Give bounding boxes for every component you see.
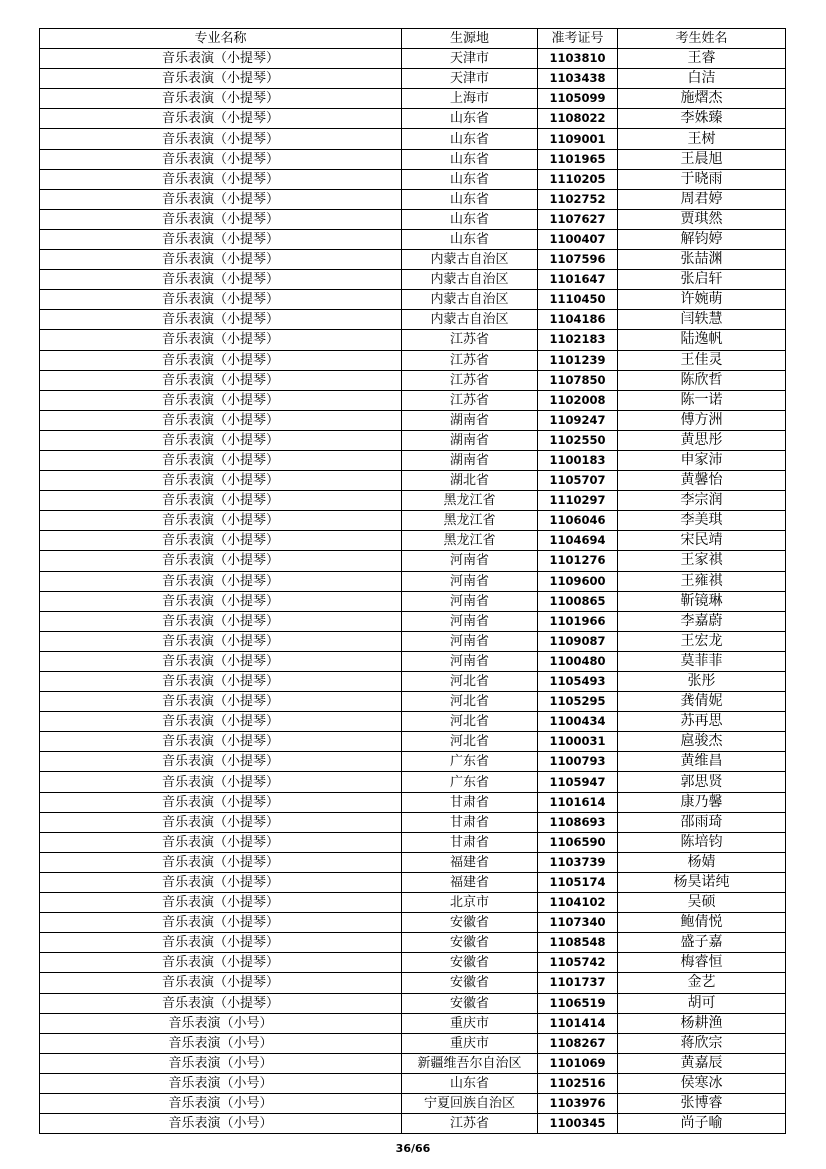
cell-origin: 内蒙古自治区 <box>402 290 538 310</box>
cell-origin: 内蒙古自治区 <box>402 310 538 330</box>
cell-name: 于晓雨 <box>618 169 786 189</box>
table-row <box>40 169 786 189</box>
cell-major: 音乐表演（小提琴） <box>40 872 402 892</box>
cell-name: 扈骏杰 <box>618 732 786 752</box>
table-row <box>40 712 786 732</box>
cell-name: 康乃馨 <box>618 792 786 812</box>
cell-major: 音乐表演（小提琴） <box>40 189 402 209</box>
cell-major: 音乐表演（小提琴） <box>40 893 402 913</box>
cell-origin: 湖北省 <box>402 471 538 491</box>
cell-exam-id: 1104102 <box>538 893 618 913</box>
cell-exam-id: 1104186 <box>538 310 618 330</box>
table-row <box>40 430 786 450</box>
cell-major: 音乐表演（小提琴） <box>40 430 402 450</box>
table-row <box>40 410 786 430</box>
cell-name: 邵雨琦 <box>618 812 786 832</box>
cell-origin: 重庆市 <box>402 1013 538 1033</box>
cell-exam-id: 1103739 <box>538 852 618 872</box>
cell-major: 音乐表演（小提琴） <box>40 511 402 531</box>
cell-major: 音乐表演（小提琴） <box>40 49 402 69</box>
cell-major: 音乐表演（小号） <box>40 1114 402 1134</box>
header-major: 专业名称 <box>40 29 402 49</box>
cell-major: 音乐表演（小提琴） <box>40 109 402 129</box>
cell-name: 盛子嘉 <box>618 933 786 953</box>
cell-exam-id: 1107340 <box>538 913 618 933</box>
cell-major: 音乐表演（小提琴） <box>40 169 402 189</box>
cell-name: 金艺 <box>618 973 786 993</box>
cell-exam-id: 1108022 <box>538 109 618 129</box>
cell-major: 音乐表演（小号） <box>40 1033 402 1053</box>
cell-exam-id: 1102183 <box>538 330 618 350</box>
header-name: 考生姓名 <box>618 29 786 49</box>
cell-major: 音乐表演（小提琴） <box>40 390 402 410</box>
table-row <box>40 611 786 631</box>
cell-origin: 甘肃省 <box>402 792 538 812</box>
cell-exam-id: 1110450 <box>538 290 618 310</box>
table-row <box>40 1033 786 1053</box>
cell-origin: 山东省 <box>402 129 538 149</box>
cell-origin: 河南省 <box>402 591 538 611</box>
cell-name: 王雍祺 <box>618 571 786 591</box>
cell-origin: 湖南省 <box>402 430 538 450</box>
cell-name: 贾琪然 <box>618 209 786 229</box>
cell-exam-id: 1108548 <box>538 933 618 953</box>
cell-exam-id: 1101239 <box>538 350 618 370</box>
table-row <box>40 872 786 892</box>
cell-origin: 新疆维吾尔自治区 <box>402 1053 538 1073</box>
cell-name: 黄馨怡 <box>618 471 786 491</box>
cell-exam-id: 1103810 <box>538 49 618 69</box>
table-row <box>40 370 786 390</box>
cell-major: 音乐表演（小提琴） <box>40 290 402 310</box>
cell-name: 杨昊诺纯 <box>618 872 786 892</box>
table-row <box>40 672 786 692</box>
cell-name: 杨耕渔 <box>618 1013 786 1033</box>
cell-origin: 广东省 <box>402 752 538 772</box>
table-row <box>40 531 786 551</box>
cell-major: 音乐表演（小提琴） <box>40 631 402 651</box>
cell-exam-id: 1109001 <box>538 129 618 149</box>
cell-exam-id: 1101737 <box>538 973 618 993</box>
cell-name: 陆逸帆 <box>618 330 786 350</box>
table-row <box>40 129 786 149</box>
cell-name: 闫轶慧 <box>618 310 786 330</box>
table-row <box>40 993 786 1013</box>
table-row <box>40 350 786 370</box>
cell-exam-id: 1105099 <box>538 89 618 109</box>
cell-origin: 福建省 <box>402 852 538 872</box>
cell-major: 音乐表演（小提琴） <box>40 772 402 792</box>
cell-origin: 北京市 <box>402 893 538 913</box>
cell-name: 解钧婷 <box>618 229 786 249</box>
cell-name: 李宗润 <box>618 491 786 511</box>
cell-origin: 安徽省 <box>402 913 538 933</box>
table-body <box>40 49 786 1134</box>
table-row <box>40 189 786 209</box>
cell-origin: 山东省 <box>402 169 538 189</box>
cell-name: 李美琪 <box>618 511 786 531</box>
table-row <box>40 893 786 913</box>
cell-name: 尚子喻 <box>618 1114 786 1134</box>
cell-major: 音乐表演（小提琴） <box>40 973 402 993</box>
cell-exam-id: 1100183 <box>538 450 618 470</box>
cell-major: 音乐表演（小提琴） <box>40 69 402 89</box>
cell-origin: 安徽省 <box>402 973 538 993</box>
cell-major: 音乐表演（小提琴） <box>40 913 402 933</box>
cell-exam-id: 1105947 <box>538 772 618 792</box>
cell-name: 王宏龙 <box>618 631 786 651</box>
cell-name: 傅方洲 <box>618 410 786 430</box>
cell-origin: 湖南省 <box>402 450 538 470</box>
cell-exam-id: 1109247 <box>538 410 618 430</box>
cell-origin: 黑龙江省 <box>402 491 538 511</box>
cell-origin: 安徽省 <box>402 933 538 953</box>
cell-origin: 江苏省 <box>402 350 538 370</box>
cell-major: 音乐表演（小提琴） <box>40 491 402 511</box>
cell-major: 音乐表演（小提琴） <box>40 209 402 229</box>
cell-major: 音乐表演（小号） <box>40 1073 402 1093</box>
table-row <box>40 491 786 511</box>
cell-name: 王睿 <box>618 49 786 69</box>
table-row <box>40 631 786 651</box>
cell-major: 音乐表演（小提琴） <box>40 89 402 109</box>
cell-exam-id: 1101966 <box>538 611 618 631</box>
cell-name: 侯寒冰 <box>618 1073 786 1093</box>
cell-origin: 黑龙江省 <box>402 511 538 531</box>
cell-origin: 江苏省 <box>402 1114 538 1134</box>
cell-exam-id: 1101647 <box>538 270 618 290</box>
cell-origin: 山东省 <box>402 189 538 209</box>
table-row <box>40 310 786 330</box>
cell-name: 李姝臻 <box>618 109 786 129</box>
table-row <box>40 270 786 290</box>
cell-name: 胡可 <box>618 993 786 1013</box>
cell-major: 音乐表演（小提琴） <box>40 551 402 571</box>
cell-name: 陈欣哲 <box>618 370 786 390</box>
cell-major: 音乐表演（小提琴） <box>40 692 402 712</box>
cell-exam-id: 1101965 <box>538 149 618 169</box>
table-row <box>40 209 786 229</box>
cell-major: 音乐表演（小号） <box>40 1013 402 1033</box>
cell-exam-id: 1100434 <box>538 712 618 732</box>
table-row <box>40 1013 786 1033</box>
cell-name: 龚倩妮 <box>618 692 786 712</box>
table-row <box>40 692 786 712</box>
cell-major: 音乐表演（小提琴） <box>40 471 402 491</box>
cell-origin: 内蒙古自治区 <box>402 270 538 290</box>
cell-name: 申家沛 <box>618 450 786 470</box>
table-row <box>40 953 786 973</box>
cell-major: 音乐表演（小提琴） <box>40 651 402 671</box>
table-row <box>40 752 786 772</box>
cell-exam-id: 1107596 <box>538 250 618 270</box>
cell-origin: 天津市 <box>402 69 538 89</box>
cell-name: 张博睿 <box>618 1093 786 1113</box>
cell-major: 音乐表演（小提琴） <box>40 933 402 953</box>
cell-name: 许婉萌 <box>618 290 786 310</box>
cell-origin: 宁夏回族自治区 <box>402 1093 538 1113</box>
cell-name: 鲍倩悦 <box>618 913 786 933</box>
cell-exam-id: 1100480 <box>538 651 618 671</box>
cell-exam-id: 1100345 <box>538 1114 618 1134</box>
cell-name: 郭思贤 <box>618 772 786 792</box>
cell-exam-id: 1101614 <box>538 792 618 812</box>
table-row <box>40 229 786 249</box>
cell-exam-id: 1110297 <box>538 491 618 511</box>
cell-exam-id: 1105707 <box>538 471 618 491</box>
cell-origin: 河南省 <box>402 571 538 591</box>
cell-origin: 湖南省 <box>402 410 538 430</box>
cell-exam-id: 1104694 <box>538 531 618 551</box>
cell-name: 陈一诺 <box>618 390 786 410</box>
cell-major: 音乐表演（小提琴） <box>40 450 402 470</box>
table-row <box>40 390 786 410</box>
cell-exam-id: 1105174 <box>538 872 618 892</box>
cell-origin: 甘肃省 <box>402 812 538 832</box>
cell-major: 音乐表演（小提琴） <box>40 752 402 772</box>
cell-exam-id: 1106590 <box>538 832 618 852</box>
header-exam-id: 准考证号 <box>538 29 618 49</box>
cell-major: 音乐表演（小提琴） <box>40 149 402 169</box>
header-origin: 生源地 <box>402 29 538 49</box>
cell-origin: 河北省 <box>402 732 538 752</box>
cell-name: 王佳灵 <box>618 350 786 370</box>
table-row <box>40 973 786 993</box>
table-row <box>40 732 786 752</box>
cell-name: 张喆渊 <box>618 250 786 270</box>
cell-name: 宋民靖 <box>618 531 786 551</box>
table-row <box>40 149 786 169</box>
cell-exam-id: 1103976 <box>538 1093 618 1113</box>
cell-origin: 山东省 <box>402 209 538 229</box>
cell-name: 黄维昌 <box>618 752 786 772</box>
cell-origin: 内蒙古自治区 <box>402 250 538 270</box>
table-row <box>40 69 786 89</box>
table-row <box>40 571 786 591</box>
cell-name: 白洁 <box>618 69 786 89</box>
cell-exam-id: 1100793 <box>538 752 618 772</box>
cell-name: 王家祺 <box>618 551 786 571</box>
cell-major: 音乐表演（小提琴） <box>40 672 402 692</box>
cell-origin: 河南省 <box>402 611 538 631</box>
cell-origin: 上海市 <box>402 89 538 109</box>
cell-exam-id: 1101276 <box>538 551 618 571</box>
cell-exam-id: 1110205 <box>538 169 618 189</box>
cell-name: 靳镜琳 <box>618 591 786 611</box>
table-row <box>40 330 786 350</box>
table-row <box>40 49 786 69</box>
cell-exam-id: 1105742 <box>538 953 618 973</box>
cell-exam-id: 1102008 <box>538 390 618 410</box>
cell-major: 音乐表演（小提琴） <box>40 712 402 732</box>
cell-origin: 山东省 <box>402 149 538 169</box>
cell-origin: 安徽省 <box>402 953 538 973</box>
cell-major: 音乐表演（小提琴） <box>40 250 402 270</box>
table-row <box>40 89 786 109</box>
cell-origin: 黑龙江省 <box>402 531 538 551</box>
table-row <box>40 591 786 611</box>
cell-major: 音乐表演（小提琴） <box>40 792 402 812</box>
cell-origin: 河南省 <box>402 651 538 671</box>
cell-major: 音乐表演（小提琴） <box>40 832 402 852</box>
table-row <box>40 792 786 812</box>
cell-major: 音乐表演（小提琴） <box>40 993 402 1013</box>
table-row <box>40 290 786 310</box>
cell-exam-id: 1107627 <box>538 209 618 229</box>
cell-exam-id: 1100865 <box>538 591 618 611</box>
cell-name: 黄嘉辰 <box>618 1053 786 1073</box>
cell-major: 音乐表演（小提琴） <box>40 270 402 290</box>
cell-name: 施熠杰 <box>618 89 786 109</box>
cell-origin: 福建省 <box>402 872 538 892</box>
cell-name: 陈培钧 <box>618 832 786 852</box>
cell-exam-id: 1101414 <box>538 1013 618 1033</box>
cell-exam-id: 1102516 <box>538 1073 618 1093</box>
cell-origin: 河北省 <box>402 692 538 712</box>
table-header-row <box>40 29 786 49</box>
cell-major: 音乐表演（小提琴） <box>40 611 402 631</box>
cell-name: 张启轩 <box>618 270 786 290</box>
cell-origin: 河北省 <box>402 672 538 692</box>
cell-exam-id: 1106046 <box>538 511 618 531</box>
cell-name: 莫菲菲 <box>618 651 786 671</box>
table-row <box>40 471 786 491</box>
cell-origin: 天津市 <box>402 49 538 69</box>
table-row <box>40 511 786 531</box>
cell-major: 音乐表演（小提琴） <box>40 129 402 149</box>
cell-exam-id: 1108267 <box>538 1033 618 1053</box>
cell-exam-id: 1105493 <box>538 672 618 692</box>
cell-name: 王晨旭 <box>618 149 786 169</box>
table-row <box>40 450 786 470</box>
cell-origin: 江苏省 <box>402 390 538 410</box>
cell-name: 梅睿恒 <box>618 953 786 973</box>
cell-exam-id: 1108693 <box>538 812 618 832</box>
cell-name: 黄思彤 <box>618 430 786 450</box>
cell-major: 音乐表演（小提琴） <box>40 732 402 752</box>
cell-origin: 河北省 <box>402 712 538 732</box>
cell-major: 音乐表演（小提琴） <box>40 953 402 973</box>
cell-major: 音乐表演（小提琴） <box>40 531 402 551</box>
cell-name: 苏再思 <box>618 712 786 732</box>
cell-origin: 安徽省 <box>402 993 538 1013</box>
cell-major: 音乐表演（小提琴） <box>40 350 402 370</box>
table-row <box>40 832 786 852</box>
cell-origin: 江苏省 <box>402 330 538 350</box>
cell-major: 音乐表演（小提琴） <box>40 370 402 390</box>
cell-exam-id: 1102550 <box>538 430 618 450</box>
cell-name: 蒋欣宗 <box>618 1033 786 1053</box>
cell-major: 音乐表演（小提琴） <box>40 410 402 430</box>
cell-major: 音乐表演（小提琴） <box>40 330 402 350</box>
cell-major: 音乐表演（小号） <box>40 1053 402 1073</box>
cell-exam-id: 1109087 <box>538 631 618 651</box>
table-row <box>40 551 786 571</box>
cell-name: 吴硕 <box>618 893 786 913</box>
cell-major: 音乐表演（小提琴） <box>40 310 402 330</box>
cell-name: 王树 <box>618 129 786 149</box>
table-row <box>40 250 786 270</box>
table-row <box>40 933 786 953</box>
cell-origin: 河南省 <box>402 551 538 571</box>
table-row <box>40 772 786 792</box>
cell-exam-id: 1100031 <box>538 732 618 752</box>
cell-major: 音乐表演（小提琴） <box>40 852 402 872</box>
cell-exam-id: 1103438 <box>538 69 618 89</box>
cell-origin: 甘肃省 <box>402 832 538 852</box>
cell-exam-id: 1100407 <box>538 229 618 249</box>
table-row <box>40 109 786 129</box>
cell-name: 李嘉蔚 <box>618 611 786 631</box>
cell-major: 音乐表演（小提琴） <box>40 571 402 591</box>
cell-exam-id: 1105295 <box>538 692 618 712</box>
table-row <box>40 1073 786 1093</box>
cell-origin: 广东省 <box>402 772 538 792</box>
cell-origin: 江苏省 <box>402 370 538 390</box>
cell-major: 音乐表演（小提琴） <box>40 812 402 832</box>
cell-exam-id: 1109600 <box>538 571 618 591</box>
admission-list-table <box>39 28 786 1134</box>
cell-origin: 山东省 <box>402 109 538 129</box>
table-row <box>40 812 786 832</box>
page-number: 36/66 <box>395 1142 431 1155</box>
table-row <box>40 913 786 933</box>
cell-origin: 河南省 <box>402 631 538 651</box>
table-row <box>40 1114 786 1134</box>
cell-name: 杨婧 <box>618 852 786 872</box>
cell-major: 音乐表演（小提琴） <box>40 229 402 249</box>
table-row <box>40 1093 786 1113</box>
cell-origin: 山东省 <box>402 229 538 249</box>
table-row <box>40 651 786 671</box>
cell-name: 周君婷 <box>618 189 786 209</box>
table-row <box>40 852 786 872</box>
cell-major: 音乐表演（小提琴） <box>40 591 402 611</box>
cell-major: 音乐表演（小号） <box>40 1093 402 1113</box>
cell-exam-id: 1101069 <box>538 1053 618 1073</box>
cell-exam-id: 1102752 <box>538 189 618 209</box>
cell-origin: 重庆市 <box>402 1033 538 1053</box>
cell-origin: 山东省 <box>402 1073 538 1093</box>
table-row <box>40 1053 786 1073</box>
cell-exam-id: 1107850 <box>538 370 618 390</box>
cell-exam-id: 1106519 <box>538 993 618 1013</box>
cell-name: 张彤 <box>618 672 786 692</box>
